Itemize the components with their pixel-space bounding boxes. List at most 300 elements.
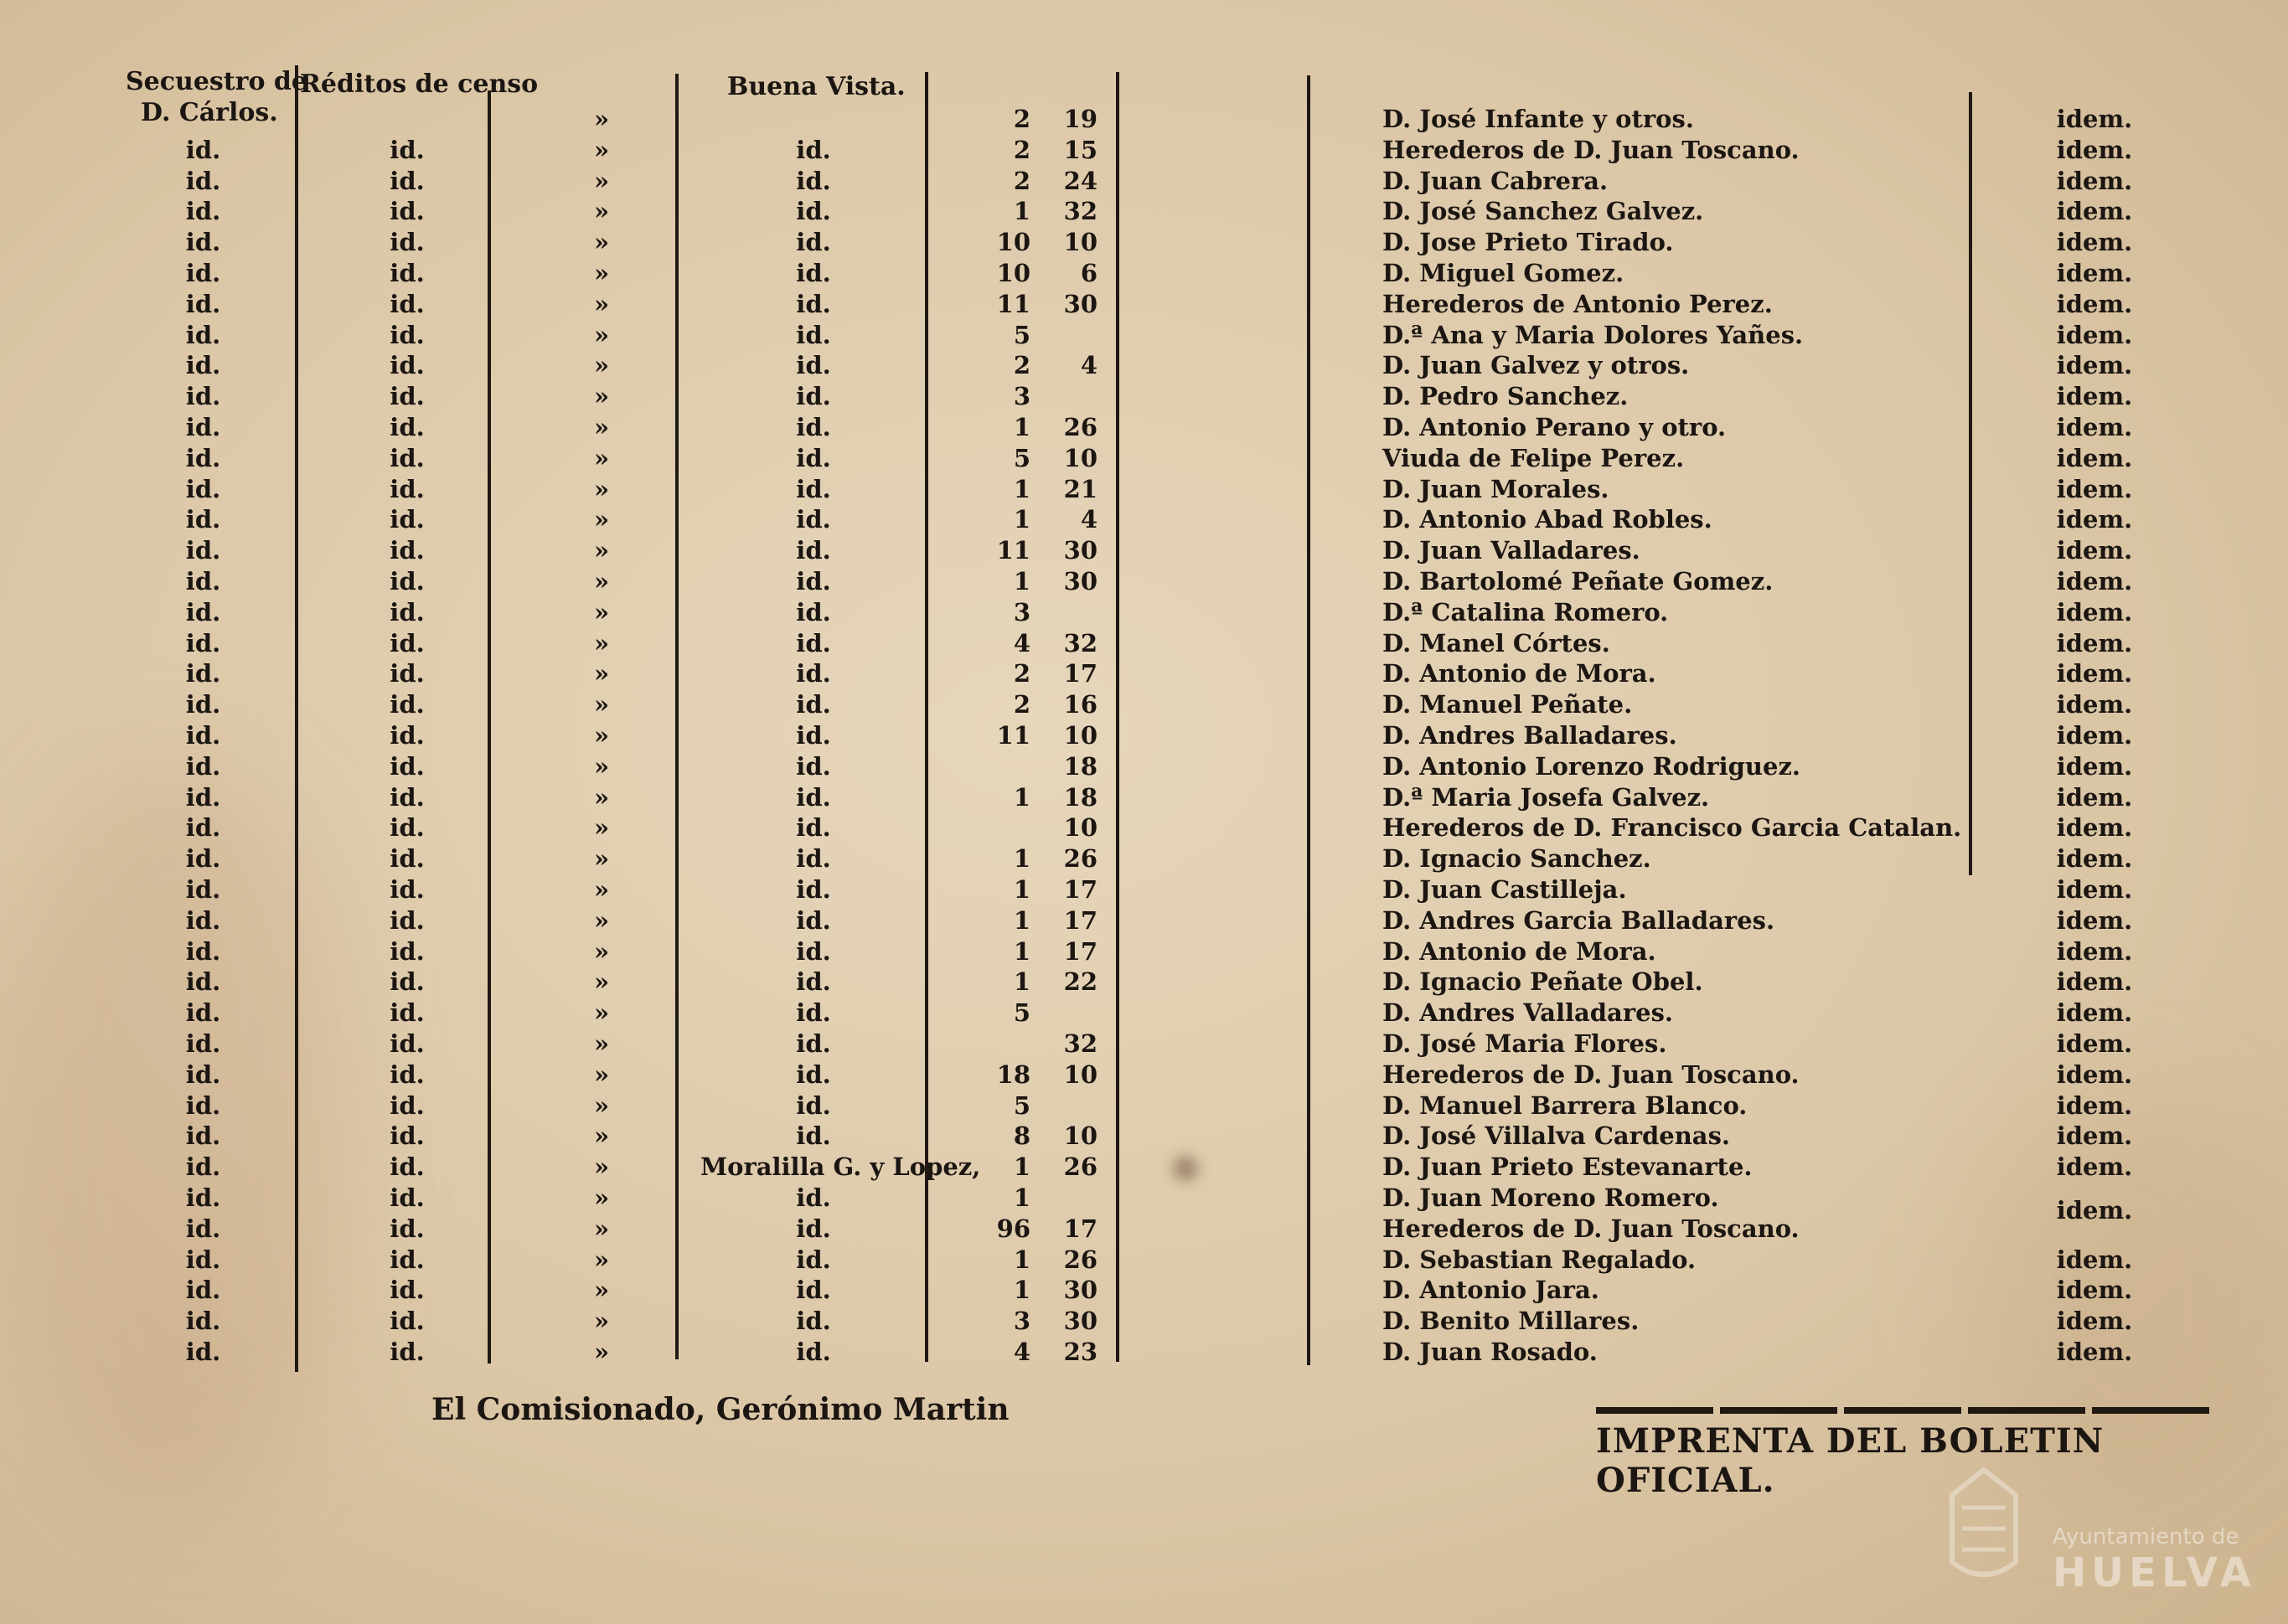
table-cell-c3: » (593, 721, 610, 750)
table-cell-c2: id. (390, 936, 425, 966)
table-cell-c7: Herederos de D. Francisco Garcia Catalan. (1382, 813, 1962, 843)
table-cell-c8: idem. (2056, 844, 2133, 874)
table-cell-c6: 16 (1063, 690, 1098, 719)
table-cell-c1: id. (185, 998, 221, 1028)
table-cell-c7: D. Benito Millares. (1382, 1307, 1640, 1336)
table-cell-c8: idem. (2056, 105, 2133, 133)
table-cell-c1: id. (185, 351, 221, 380)
table-cell-c2: id. (390, 905, 425, 935)
table-cell-c6: 26 (1063, 844, 1098, 874)
table-cell-c1: id. (185, 413, 221, 441)
table-cell-c2: id. (390, 474, 425, 503)
table-cell-c2: id. (390, 782, 425, 812)
table-cell-c3: » (593, 320, 610, 349)
table-cell-c5: 1 (1013, 567, 1030, 595)
table-cell-c2: id. (390, 197, 425, 226)
table-cell-c8: idem. (2056, 1152, 2133, 1182)
table-cell-c8: idem. (2056, 1245, 2133, 1274)
table-cell-c5: 8 (1013, 1121, 1030, 1151)
table-cell-c3: » (593, 782, 610, 812)
table-cell-c4: id. (796, 659, 831, 688)
table-cell-c5: 1 (1013, 505, 1030, 534)
table-cell-c5: 1 (1013, 844, 1030, 874)
watermark-line2: HUELVA (2053, 1549, 2256, 1596)
table-cell-c7: D. Miguel Gomez. (1382, 259, 1624, 287)
table-cell-c4: id. (796, 474, 831, 503)
table-cell-c8: idem. (2056, 1059, 2133, 1089)
table-cell-c8: idem. (2056, 721, 2133, 750)
table-cell-c3: » (593, 936, 610, 966)
table-cell-c8: idem. (2056, 228, 2133, 257)
table-cell-c7: D. Andres Garcia Balladares. (1382, 905, 1775, 935)
table-cell-c1: id. (185, 1152, 221, 1182)
table-cell-c6: 32 (1063, 628, 1098, 657)
column-rule (1307, 75, 1310, 1365)
table-cell-c3: » (593, 844, 610, 874)
table-cell-c5: 11 (996, 721, 1030, 750)
table-cell-c6: 10 (1063, 228, 1098, 257)
table-cell-c7: D. Andres Balladares. (1382, 721, 1677, 750)
table-cell-c7: D.ª Catalina Romero. (1382, 597, 1669, 626)
table-cell-c3: » (593, 905, 610, 935)
table-cell-c7: D. Ignacio Sanchez. (1382, 844, 1651, 874)
table-cell-c6: 18 (1063, 782, 1098, 812)
table-cell-c2: id. (390, 751, 425, 781)
table-cell-c8: idem. (2056, 166, 2133, 195)
table-cell-c6: 19 (1063, 105, 1098, 133)
table-cell-c6: 6 (1080, 259, 1098, 287)
table-cell-c2: id. (390, 505, 425, 534)
table-cell-c2: id. (390, 1307, 425, 1336)
table-cell-c2: id. (390, 875, 425, 904)
table-cell-c5: 2 (1013, 690, 1030, 719)
table-cell-c6: 17 (1063, 936, 1098, 966)
table-cell-c4: Moralilla G. y Lopez, (700, 1152, 981, 1182)
table-cell-c6: 30 (1063, 289, 1098, 318)
table-cell-c2: id. (390, 135, 425, 164)
table-cell-c7: D. Antonio Abad Robles. (1382, 505, 1712, 534)
table-cell-c4: id. (796, 536, 831, 565)
table-cell-c1: id. (185, 844, 221, 874)
table-cell-c5: 5 (1013, 998, 1030, 1028)
table-cell-c2: id. (390, 443, 425, 472)
table-cell-c4: id. (796, 505, 831, 534)
table-cell-c1: id. (185, 690, 221, 719)
table-cell-c7: D. Antonio Jara. (1382, 1276, 1599, 1305)
table-cell-c1: id. (185, 936, 221, 966)
table-cell-c1: id. (185, 228, 221, 257)
table-cell-c3: » (593, 382, 610, 411)
table-cell-c2: id. (390, 413, 425, 441)
table-cell-c3: » (593, 813, 610, 843)
table-cell-c5: 5 (1013, 320, 1030, 349)
table-cell-c1: id. (185, 1338, 221, 1366)
table-cell-c4: id. (796, 597, 831, 626)
table-cell-c2: id. (390, 536, 425, 565)
table-cell-c3: » (593, 1121, 610, 1151)
table-cell-c6: 30 (1063, 567, 1098, 595)
table-cell-c6: 32 (1063, 1029, 1098, 1058)
table-cell-c2: id. (390, 998, 425, 1028)
table-cell-c5: 1 (1013, 875, 1030, 904)
table-cell-c4: id. (796, 1183, 831, 1212)
table-cell-c7: Herederos de D. Juan Toscano. (1382, 1059, 1800, 1089)
table-cell-c2: id. (390, 1121, 425, 1151)
table-cell-c4: id. (796, 1090, 831, 1120)
table-cell-c5: 4 (1013, 1338, 1030, 1366)
table-cell-c5: 1 (1013, 1276, 1030, 1305)
table-cell-c8: idem. (2056, 536, 2133, 565)
table-cell-c7: D. Antonio Perano y otro. (1382, 413, 1727, 441)
table-cell-c8: idem. (2056, 998, 2133, 1028)
table-cell-c7: Viuda de Felipe Perez. (1382, 443, 1685, 472)
table-cell-c5: 2 (1013, 166, 1030, 195)
table-cell-c4: id. (796, 382, 831, 411)
table-cell-c4: id. (796, 135, 831, 164)
table-cell-c1: id. (185, 597, 221, 626)
table-cell-c3: » (593, 751, 610, 781)
table-cell-c1: id. (185, 1059, 221, 1089)
table-cell-c7: D.ª Maria Josefa Galvez. (1382, 782, 1710, 812)
table-cell-c1: id. (185, 289, 221, 318)
table-cell-c1: id. (185, 567, 221, 595)
table-cell-c7: D. Juan Rosado. (1382, 1338, 1598, 1366)
table-cell-c3: » (593, 351, 610, 380)
table-cell-c2: id. (390, 628, 425, 657)
header-carlos: D. Cárlos. (141, 98, 278, 127)
table-cell-c3: » (593, 690, 610, 719)
table-cell-c6: 10 (1063, 1121, 1098, 1151)
table-cell-c3: » (593, 166, 610, 195)
table-cell-c8: idem. (2056, 782, 2133, 812)
table-cell-c2: id. (390, 289, 425, 318)
table-cell-c4: id. (796, 289, 831, 318)
table-cell-c4: id. (796, 320, 831, 349)
table-cell-c4: id. (796, 228, 831, 257)
table-cell-c6: 32 (1063, 197, 1098, 226)
table-cell-c2: id. (390, 813, 425, 843)
table-cell-c3: » (593, 505, 610, 534)
table-cell-c6: 23 (1063, 1338, 1098, 1366)
table-cell-c2: id. (390, 967, 425, 997)
table-cell-c4: id. (796, 1276, 831, 1305)
table-cell-c1: id. (185, 1121, 221, 1151)
table-cell-c3: » (593, 259, 610, 287)
table-cell-c6: 26 (1063, 413, 1098, 441)
column-rule (295, 65, 298, 1372)
table-cell-c6: 26 (1063, 1152, 1098, 1182)
table-cell-c5: 1 (1013, 905, 1030, 935)
table-cell-c3: » (593, 135, 610, 164)
table-cell-c1: id. (185, 443, 221, 472)
table-cell-c6: 30 (1063, 1276, 1098, 1305)
header-secuestro: Secuestro de (126, 67, 307, 96)
table-cell-c4: id. (796, 1214, 831, 1243)
table-cell-c8: idem. (2056, 259, 2133, 287)
table-cell-c5: 5 (1013, 1090, 1030, 1120)
table-cell-c6: 17 (1063, 1214, 1098, 1243)
table-cell-c2: id. (390, 1152, 425, 1182)
table-cell-c7: D. Juan Morales. (1382, 474, 1609, 503)
table-cell-c1: id. (185, 751, 221, 781)
table-cell-c4: id. (796, 1338, 831, 1366)
table-cell-c5: 1 (1013, 782, 1030, 812)
table-cell-c8: idem. (2056, 351, 2133, 380)
table-cell-c1: id. (185, 536, 221, 565)
table-cell-c2: id. (390, 166, 425, 195)
watermark (2053, 1524, 2256, 1596)
table-cell-c5: 4 (1013, 628, 1030, 657)
table-cell-c6: 21 (1063, 474, 1098, 503)
table-cell-c5: 2 (1013, 351, 1030, 380)
table-cell-c5: 2 (1013, 105, 1030, 133)
table-cell-c4: id. (796, 936, 831, 966)
table-cell-c2: id. (390, 567, 425, 595)
table-cell-c2: id. (390, 259, 425, 287)
table-cell-c3: » (593, 1338, 610, 1366)
table-cell-c3: » (593, 567, 610, 595)
table-cell-c7: D. Antonio de Mora. (1382, 659, 1656, 688)
table-cell-c3: » (593, 998, 610, 1028)
table-cell-c8: idem. (2056, 505, 2133, 534)
table-cell-c7: D. Juan Castilleja. (1382, 875, 1627, 904)
table-cell-c4: id. (796, 628, 831, 657)
table-cell-c7: D. Juan Cabrera. (1382, 166, 1609, 195)
table-cell-c7: D.ª Ana y Maria Dolores Yañes. (1382, 320, 1804, 349)
table-cell-c1: id. (185, 628, 221, 657)
table-cell-c7: D. Bartolomé Peñate Gomez. (1382, 567, 1774, 595)
decorative-rule (1596, 1407, 2216, 1414)
table-cell-c1: id. (185, 197, 221, 226)
table-cell-c3: » (593, 967, 610, 997)
table-cell-c3: » (593, 105, 610, 133)
table-cell-c3: » (593, 597, 610, 626)
table-cell-c1: id. (185, 721, 221, 750)
table-cell-c3: » (593, 1059, 610, 1089)
header-buena-vista: Buena Vista. (727, 72, 906, 101)
table-cell-c4: id. (796, 875, 831, 904)
table-cell-c4: id. (796, 166, 831, 195)
table-cell-c8: idem. (2056, 289, 2133, 318)
table-cell-c1: id. (185, 905, 221, 935)
table-cell-c3: » (593, 228, 610, 257)
table-cell-c2: id. (390, 382, 425, 411)
table-cell-c8: idem. (2056, 813, 2133, 843)
table-cell-c2: id. (390, 1183, 425, 1212)
table-cell-c7: D. Manuel Barrera Blanco. (1382, 1090, 1748, 1120)
table-cell-c6: 18 (1063, 751, 1098, 781)
table-cell-c4: id. (796, 721, 831, 750)
table-cell-c8: idem. (2056, 690, 2133, 719)
table-cell-c2: id. (390, 721, 425, 750)
table-cell-c3: » (593, 1152, 610, 1182)
table-cell-c5: 18 (996, 1059, 1030, 1089)
table-cell-c8: idem. (2056, 936, 2133, 966)
table-cell-c1: id. (185, 1307, 221, 1336)
table-cell-c7: D. Juan Moreno Romero. (1382, 1183, 1719, 1212)
table-cell-c4: id. (796, 751, 831, 781)
table-cell-c2: id. (390, 1090, 425, 1120)
table-cell-c6: 10 (1063, 813, 1098, 843)
table-cell-c1: id. (185, 135, 221, 164)
table-cell-c8: idem. (2056, 628, 2133, 657)
table-cell-c5: 3 (1013, 1307, 1030, 1336)
table-cell-c2: id. (390, 597, 425, 626)
table-cell-c6: 10 (1063, 721, 1098, 750)
table-cell-c4: id. (796, 690, 831, 719)
table-cell-c2: id. (390, 320, 425, 349)
table-cell-c4: id. (796, 567, 831, 595)
table-cell-c4: id. (796, 813, 831, 843)
column-rule (488, 90, 491, 1364)
table-cell-c8: idem. (2056, 197, 2133, 226)
table-cell-c7: D. José Villalva Cardenas. (1382, 1121, 1731, 1151)
table-cell-c2: id. (390, 351, 425, 380)
table-cell-c8: idem. (2056, 875, 2133, 904)
table-cell-c7: Herederos de Antonio Perez. (1382, 289, 1773, 318)
table-cell-c3: » (593, 474, 610, 503)
table-cell-c5: 1 (1013, 1245, 1030, 1274)
table-cell-c1: id. (185, 875, 221, 904)
table-cell-c4: id. (796, 197, 831, 226)
table-cell-c6: 4 (1080, 351, 1098, 380)
table-cell-c3: » (593, 1214, 610, 1243)
table-cell-c3: » (593, 413, 610, 441)
table-cell-c8: idem. (2056, 659, 2133, 688)
table-cell-c5: 10 (996, 228, 1030, 257)
table-cell-c1: id. (185, 967, 221, 997)
table-cell-c1: id. (185, 320, 221, 349)
table-cell-c3: » (593, 1090, 610, 1120)
table-cell-c4: id. (796, 1307, 831, 1336)
table-cell-c5: 96 (996, 1214, 1030, 1243)
table-cell-c8: idem. (2056, 1307, 2133, 1336)
table-cell-c3: » (593, 1029, 610, 1058)
column-rule (675, 74, 679, 1359)
table-cell-c8: idem. (2056, 751, 2133, 781)
table-cell-c5: 1 (1013, 197, 1030, 226)
table-cell-c3: » (593, 536, 610, 565)
table-cell-c5: 1 (1013, 967, 1030, 997)
table-cell-c1: id. (185, 1276, 221, 1305)
table-cell-c7: D. Juan Prieto Estevanarte. (1382, 1152, 1753, 1182)
table-cell-c3: » (593, 289, 610, 318)
table-cell-c1: id. (185, 166, 221, 195)
table-cell-c2: id. (390, 1338, 425, 1366)
table-cell-c8: idem. (2056, 443, 2133, 472)
printer-imprint: IMPRENTA DEL BOLETIN OFICIAL. (1596, 1421, 2105, 1500)
table-cell-c1: id. (185, 505, 221, 534)
table-cell-c5: 2 (1013, 659, 1030, 688)
table-cell-c6: 4 (1080, 505, 1098, 534)
table-cell-c6: 10 (1063, 1059, 1098, 1089)
table-cell-c3: » (593, 628, 610, 657)
table-cell-c1: id. (185, 474, 221, 503)
table-cell-c8: idem. (2056, 413, 2133, 441)
table-cell-c3: » (593, 659, 610, 688)
merged-idem-cell: idem. (2056, 1196, 2133, 1224)
table-cell-c8: idem. (2056, 1338, 2133, 1366)
table-cell-c6: 26 (1063, 1245, 1098, 1274)
table-cell-c2: id. (390, 228, 425, 257)
table-cell-c1: id. (185, 1245, 221, 1274)
table-cell-c6: 24 (1063, 166, 1098, 195)
table-cell-c7: D. José Maria Flores. (1382, 1029, 1667, 1058)
column-rule (1969, 92, 1972, 875)
ink-stain (1173, 1156, 1198, 1181)
table-cell-c5: 10 (996, 259, 1030, 287)
table-cell-c6: 17 (1063, 875, 1098, 904)
table-cell-c2: id. (390, 1059, 425, 1089)
table-cell-c7: D. Pedro Sanchez. (1382, 382, 1629, 411)
table-cell-c4: id. (796, 1059, 831, 1089)
table-cell-c8: idem. (2056, 1090, 2133, 1120)
table-cell-c3: » (593, 443, 610, 472)
table-cell-c5: 5 (1013, 443, 1030, 472)
table-cell-c6: 10 (1063, 443, 1098, 472)
table-cell-c1: id. (185, 659, 221, 688)
table-cell-c7: D. Jose Prieto Tirado. (1382, 228, 1674, 257)
table-cell-c4: id. (796, 998, 831, 1028)
table-cell-c3: » (593, 1276, 610, 1305)
table-cell-c7: D. Antonio Lorenzo Rodriguez. (1382, 751, 1801, 781)
table-cell-c5: 2 (1013, 135, 1030, 164)
table-cell-c8: idem. (2056, 567, 2133, 595)
table-cell-c4: id. (796, 1245, 831, 1274)
table-cell-c2: id. (390, 1245, 425, 1274)
table-cell-c7: D. José Sanchez Galvez. (1382, 197, 1704, 226)
table-cell-c3: » (593, 1307, 610, 1336)
table-cell-c4: id. (796, 443, 831, 472)
table-cell-c1: id. (185, 259, 221, 287)
table-cell-c5: 1 (1013, 413, 1030, 441)
table-cell-c7: D. Ignacio Peñate Obel. (1382, 967, 1703, 997)
table-cell-c1: id. (185, 1183, 221, 1212)
table-cell-c7: D. José Infante y otros. (1382, 105, 1694, 133)
table-cell-c2: id. (390, 690, 425, 719)
table-cell-c4: id. (796, 967, 831, 997)
table-cell-c3: » (593, 1183, 610, 1212)
column-rule (1116, 72, 1119, 1362)
table-cell-c5: 3 (1013, 382, 1030, 411)
table-cell-c5: 1 (1013, 1183, 1030, 1212)
table-cell-c3: » (593, 1245, 610, 1274)
table-cell-c4: id. (796, 905, 831, 935)
table-cell-c7: D. Manel Córtes. (1382, 628, 1610, 657)
table-cell-c3: » (593, 875, 610, 904)
table-cell-c5: 11 (996, 536, 1030, 565)
table-cell-c7: Herederos de D. Juan Toscano. (1382, 1214, 1800, 1243)
table-cell-c6: 17 (1063, 905, 1098, 935)
table-cell-c4: id. (796, 413, 831, 441)
table-cell-c8: idem. (2056, 320, 2133, 349)
table-cell-c7: D. Sebastian Regalado. (1382, 1245, 1697, 1274)
table-cell-c6: 22 (1063, 967, 1098, 997)
table-cell-c5: 11 (996, 289, 1030, 318)
table-cell-c5: 3 (1013, 597, 1030, 626)
table-cell-c4: id. (796, 782, 831, 812)
table-cell-c7: D. Antonio de Mora. (1382, 936, 1656, 966)
table-cell-c8: idem. (2056, 382, 2133, 411)
table-cell-c7: Herederos de D. Juan Toscano. (1382, 135, 1800, 164)
table-cell-c4: id. (796, 1029, 831, 1058)
table-cell-c7: D. Andres Valladares. (1382, 998, 1673, 1028)
table-cell-c3: » (593, 197, 610, 226)
table-cell-c6: 17 (1063, 659, 1098, 688)
table-cell-c4: id. (796, 844, 831, 874)
table-cell-c7: D. Manuel Peñate. (1382, 690, 1633, 719)
table-cell-c8: idem. (2056, 1276, 2133, 1305)
